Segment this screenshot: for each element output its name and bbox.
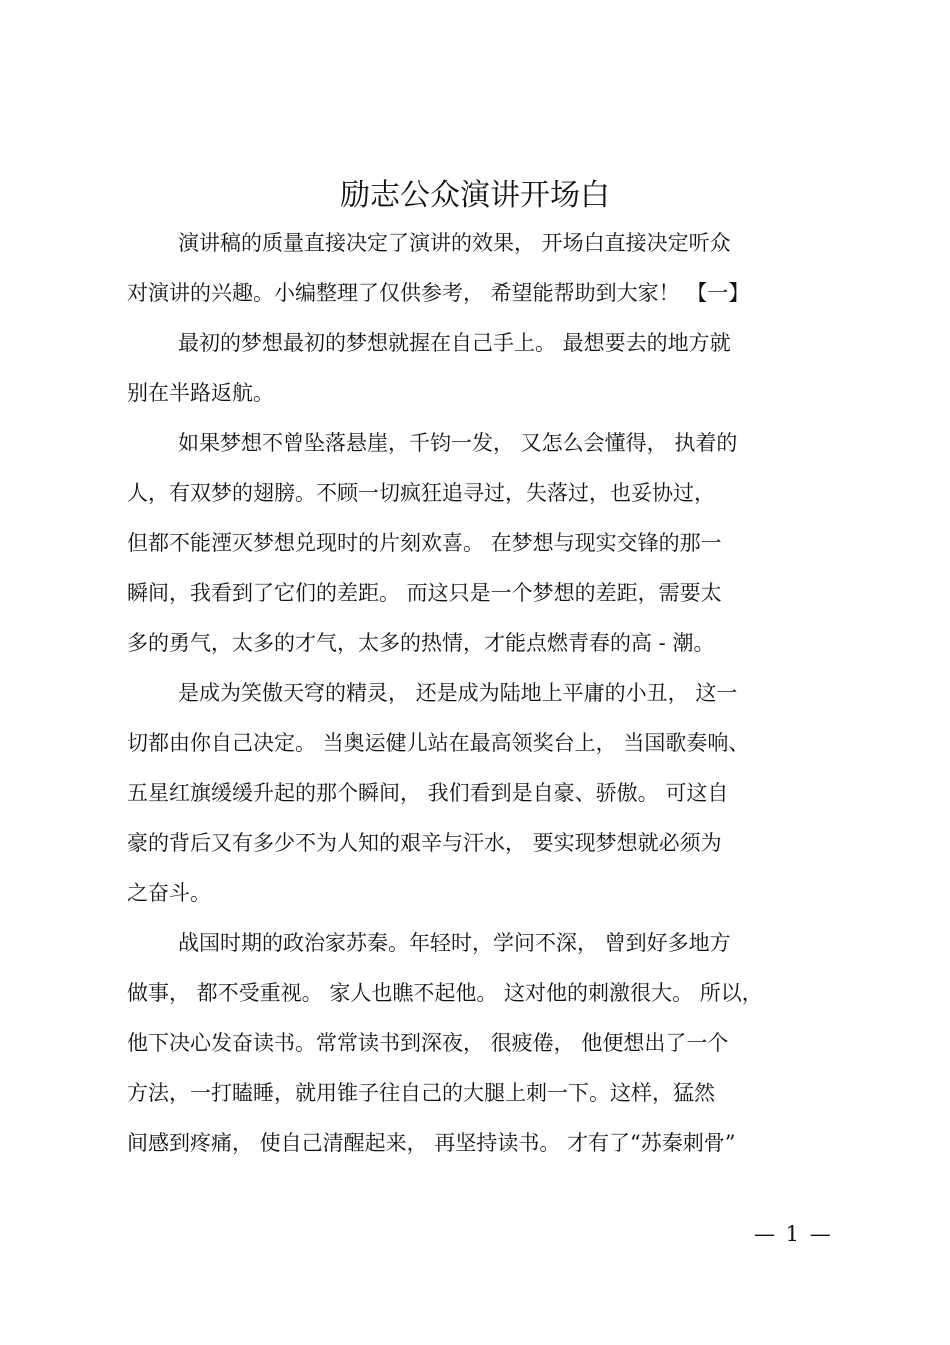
body-line: 间感到疼痛， 使自己清醒起来， 再坚持读书。 才有了“苏秦刺骨” (127, 1131, 736, 1155)
body-line: 但都不能湮灭梦想兑现时的片刻欢喜。 在梦想与现实交锋的那一 (127, 531, 722, 555)
body-line: 演讲稿的质量直接决定了演讲的效果， 开场白直接决定听众 (178, 231, 731, 255)
body-line: 战国时期的政治家苏秦。年轻时，学问不深， 曾到好多地方 (178, 931, 731, 955)
body-line: 五星红旗缓缓升起的那个瞬间， 我们看到是自豪、骄傲。 可这自 (127, 781, 729, 805)
body-line: 对演讲的兴趣。小编整理了仅供参考， 希望能帮助到大家！ 【一】 (127, 281, 750, 305)
body-line: 瞬间，我看到了它们的差距。 而这只是一个梦想的差距，需要太 (127, 581, 722, 605)
body-line: 他下决心发奋读书。常常读书到深夜， 很疲倦， 他便想出了一个 (127, 1031, 729, 1055)
body-line: 做事， 都不受重视。 家人也瞧不起他。 这对他的刺激很大。 所以， (127, 981, 763, 1005)
body-line: 别在半路返航。 (127, 381, 274, 405)
body-line: 如果梦想不曾坠落悬崖，千钧一发， 又怎么会懂得， 执着的 (178, 431, 738, 455)
page-title: 励志公众演讲开场白 (340, 178, 610, 213)
body-line: 最初的梦想最初的梦想就握在自己手上。 最想要去的地方就 (178, 331, 731, 355)
body-line: 多的勇气，太多的才气，太多的热情，才能点燃青春的高 - 潮。 (127, 631, 715, 655)
page-number: — 1 — (754, 1222, 833, 1246)
body-line: 人，有双梦的翅膀。不顾一切疯狂追寻过，失落过，也妥协过， (127, 481, 715, 505)
body-line: 方法，一打瞌睡，就用锥子往自己的大腿上刺一下。这样，猛然 (127, 1081, 715, 1105)
body-line: 切都由你自己决定。 当奥运健儿站在最高领奖台上， 当国歌奏响、 (127, 731, 750, 755)
body-line: 之奋斗。 (127, 881, 211, 905)
body-line: 是成为笑傲天穹的精灵， 还是成为陆地上平庸的小丑， 这一 (178, 681, 738, 705)
body-line: 豪的背后又有多少不为人知的艰辛与汗水， 要实现梦想就必须为 (127, 831, 722, 855)
